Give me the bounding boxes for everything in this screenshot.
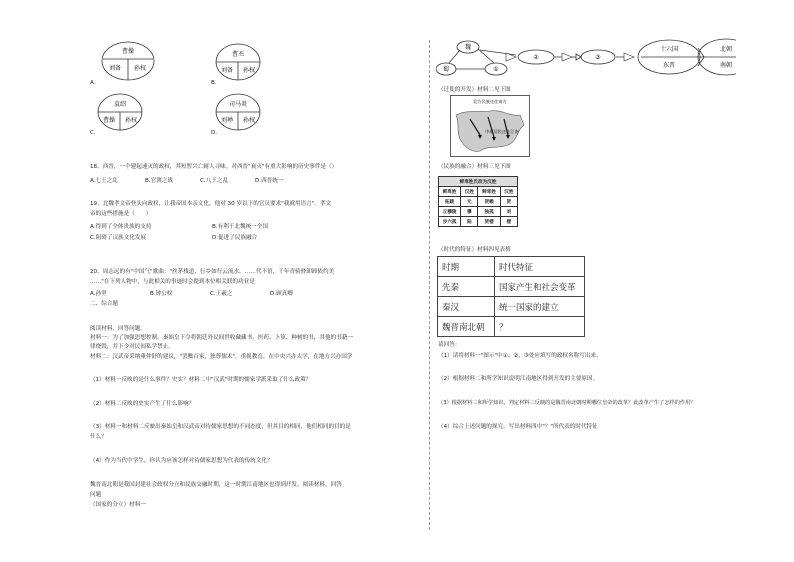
q21-question4: （4）作为当代中学生，你认为应该怎样对待儒家思想为代表的传统文化？ bbox=[90, 458, 273, 464]
q18-option-d: D.西晋统一 bbox=[255, 178, 284, 184]
era-features-table bbox=[437, 256, 585, 337]
svg-text:孙权: 孙权 bbox=[242, 117, 256, 124]
option-letter: D. bbox=[211, 130, 218, 136]
q18-stem: 18、西晋，一个建起速灭的政权，其短暂兴亡耐人寻味。对西晋"衰灭"有重大影响的历史事件是（） bbox=[90, 164, 338, 170]
q21-question3-line1: （3）材料一和材料二反映出秦始皇和汉武帝对待儒家思想的不同态度，但其目的相同，他们相同的目的是 bbox=[90, 424, 351, 430]
flow-circle-1: ① bbox=[493, 66, 499, 73]
material3-label: （民族的融合）材料三见下图 bbox=[438, 164, 511, 170]
q20-option-c: C.王羲之 bbox=[210, 291, 233, 297]
q20-stem-line2: ……"在下列人物中，与此相关的事迹时会提到本位相关联的功业是 bbox=[90, 279, 255, 285]
table-row: 丘穆陵 穆 独孤 刘 bbox=[439, 207, 518, 217]
flow-northern-dynasties: 北朝 bbox=[719, 46, 733, 53]
table-row: 步六孤 陆 贺楼 楼 bbox=[439, 217, 518, 227]
svg-text:刘禅: 刘禅 bbox=[220, 117, 234, 124]
table-row: 先秦 国家产生和社会变革 bbox=[438, 277, 585, 297]
pie-top-label: 曹操 bbox=[121, 48, 135, 55]
column-divider bbox=[429, 40, 430, 530]
map-legend-north: 北方民族迁往南方 bbox=[473, 99, 507, 104]
flow-circle-3: ③ bbox=[595, 54, 601, 61]
regime-flow-diagram bbox=[436, 38, 736, 80]
answer-prompt: 请回答： bbox=[438, 342, 461, 348]
flow-shu: 蜀 bbox=[442, 66, 450, 73]
surname-table-title: 鲜卑姓氏改为汉姓 bbox=[439, 177, 518, 187]
q21-question1: （1）材料一反映的是什么事件？史实？材料二中"汉武"时期的儒家学派采取了什么政策？ bbox=[90, 377, 312, 383]
svg-text:刘备: 刘备 bbox=[220, 67, 234, 74]
table-row: 拓跋 元 贺赖 贺 bbox=[439, 197, 518, 207]
q20-option-a: A.孙坚 bbox=[90, 291, 107, 297]
option-letter: C. bbox=[90, 130, 96, 136]
q20-stem-line1: 20、周志远的有"中国气"歌曲："丝茅栈道，行乡如行云流水。……代不语，千年青骑驿卸卸依约美 bbox=[90, 269, 335, 275]
q22-intro-line1: 魏晋南北朝是我国封建社会政权分立和民族交融时期，这一时期江南地区也得到开发。阅读材料，回答 bbox=[90, 482, 342, 488]
surname-change-table: 鲜卑姓氏改为汉姓 鲜卑姓 汉姓 鲜卑姓 汉姓 拓跋 元 贺赖 贺 丘穆陵 穆 独孤 刘 步六孤 陆 贺楼 楼 bbox=[438, 176, 518, 227]
q22-intro-line2: 问题 bbox=[90, 492, 102, 498]
q19-stem-line2: 帝的这些措施是（ ） bbox=[90, 211, 152, 217]
q21-question3-line2: 什么？ bbox=[90, 434, 107, 440]
q21-material2: 材料二：汉武帝采纳董仲舒的建议，"罢黜百家，独尊儒术"，重视教育，在中央兴办太学，在地方兴办国学 bbox=[90, 354, 353, 360]
q18-option-b: B.官渡之战 bbox=[145, 178, 173, 184]
svg-text:司马炎: 司马炎 bbox=[228, 101, 248, 108]
option-letter: A. bbox=[90, 80, 96, 86]
pie-left-label: 刘备 bbox=[108, 65, 122, 72]
pie-diagram-b bbox=[214, 42, 262, 82]
flow-southern-dynasties: 南朝 bbox=[719, 62, 733, 69]
map-legend-central: 中原居民迁往江南 bbox=[485, 129, 519, 134]
section-heading: 二、综合题 bbox=[90, 301, 118, 307]
table-row: 秦汉 统一国家的建立 bbox=[438, 297, 585, 317]
flow-sixteen-kingdoms: 十六国 bbox=[659, 46, 679, 53]
right-question2: （2）根据材料二和所学知识说明江南地区得到开发的主要原因。 bbox=[438, 376, 599, 382]
q19-option-a: A.得到了全体贵族的支持 bbox=[90, 224, 152, 230]
q18-option-a: A.七王之乱 bbox=[90, 178, 118, 184]
flow-eastern-jin: 东晋 bbox=[662, 62, 676, 69]
right-question4: （4）综合上述问题的探究，写出材料四中"？"所代表的时代特征 bbox=[438, 424, 598, 430]
right-question3: （3）根据材料三和所学知识，判定材料三反映的是魏晋南北朝时期哪位皇帝的改革？此改革产生了怎样的作用？ bbox=[438, 400, 696, 406]
svg-text:曹丕: 曹丕 bbox=[231, 51, 245, 58]
q20-option-d: D.顾真卿 bbox=[270, 291, 293, 297]
material4-label: （时代的特征）材料四见表格 bbox=[438, 247, 511, 253]
svg-text:袁绍: 袁绍 bbox=[113, 101, 127, 108]
migration-map bbox=[450, 95, 530, 157]
option-letter: B. bbox=[211, 80, 217, 86]
q21-material1-line2: 律烧毁，并下令对民间私学禁止。 bbox=[90, 344, 174, 350]
table-row: 魏晋南北朝 ？ bbox=[438, 317, 585, 337]
pie-diagram-d bbox=[214, 92, 262, 132]
q20-option-b: B.钟公权 bbox=[150, 291, 173, 297]
q19-option-c: C.阻碍了汉族文化发展 bbox=[90, 235, 147, 241]
svg-text:孙权: 孙权 bbox=[124, 117, 138, 124]
q19-option-d: D.促进了民族融合 bbox=[212, 235, 258, 241]
table-row: 时期 时代特征 bbox=[438, 257, 585, 277]
q19-option-b: B.有利于北魏统一全国 bbox=[212, 224, 268, 230]
right-question1: （1）请将材料一"图示"中①、②、③处应填写的政权名称写出来。 bbox=[438, 353, 602, 359]
q18-option-c: C.八王之乱 bbox=[200, 178, 229, 184]
q21-intro: 阅读材料，回答问题。 bbox=[90, 326, 146, 332]
pie-diagram-c bbox=[96, 92, 144, 132]
pie-diagram-a bbox=[100, 40, 156, 82]
svg-text:曹操: 曹操 bbox=[102, 117, 116, 124]
flow-circle-2: ② bbox=[533, 54, 539, 61]
q21-material1-line1: 材料一：为了加强思想控制，秦始皇下令将朝廷外民间世收藏藏书，医药、卜筮、种树的书，其他的书籍一 bbox=[90, 335, 353, 341]
flow-wei: 魏 bbox=[464, 44, 472, 51]
q21-question2: （2）材料二反映的史实产生了什么影响？ bbox=[90, 401, 195, 407]
q19-stem-line1: 19、北魏孝文帝登头向政权，让我帝国本亲文化，他对 30 岁以下的官员要求"我就用语言"。孝文 bbox=[90, 201, 332, 207]
q22-material1-label: （国家的分立）材料一 bbox=[90, 502, 146, 508]
svg-text:孙权: 孙权 bbox=[242, 67, 256, 74]
pie-right-label: 孙权 bbox=[133, 65, 147, 72]
material2-label: （迁徙的开发）材料二见下图 bbox=[438, 87, 511, 93]
